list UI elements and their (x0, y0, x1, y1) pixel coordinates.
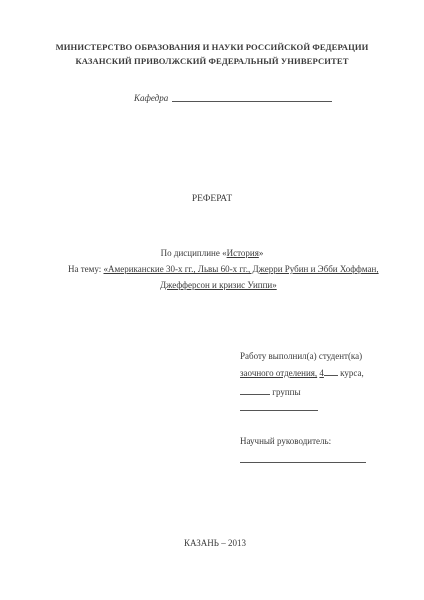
discipline-line (0, 248, 424, 258)
performer-name-line (240, 410, 318, 411)
performer-line-2 (240, 368, 364, 378)
ministry-heading: МИНИСТЕРСТВО ОБРАЗОВАНИЯ И НАУКИ РОССИЙСКОЙ ФЕДЕРАЦИИ (55, 42, 369, 52)
supervisor-label: Научный руководитель: (240, 436, 332, 446)
group-label: группы (272, 387, 301, 397)
document-title: РЕФЕРАТ (191, 194, 233, 204)
department-label: Кафедра (134, 93, 169, 103)
course-blank (324, 368, 338, 376)
topic-value-line-1: «Американские 30-х гг., Львы 60-х гг., Джерри Рубин и Эбби Хоффман, (103, 264, 379, 274)
topic-label: На тему: (68, 264, 102, 274)
department-blank-line (172, 101, 332, 102)
performer-line-1: Работу выполнил(а) студент(ка) (240, 351, 363, 361)
discipline-value: История (226, 248, 259, 258)
topic-line-1 (68, 264, 379, 274)
performer-department: заочного отделения, (240, 368, 318, 378)
topic-line-2 (160, 280, 277, 290)
performer-course-label: курса, (340, 368, 364, 378)
performer-course-value: 4 (319, 368, 324, 378)
supervisor-name-line (240, 462, 366, 463)
discipline-close: » (258, 248, 264, 258)
discipline-label: По дисциплине « (160, 248, 227, 258)
performer-line-3 (240, 386, 301, 397)
topic-value-line-2: Джефферсон и кризис Уиппи» (160, 280, 277, 290)
university-heading: КАЗАНСКИЙ ПРИВОЛЖСКИЙ ФЕДЕРАЛЬНЫЙ УНИВЕРСИТЕТ (75, 56, 349, 66)
group-blank (240, 386, 270, 395)
city-year: КАЗАНЬ – 2013 (184, 538, 246, 548)
